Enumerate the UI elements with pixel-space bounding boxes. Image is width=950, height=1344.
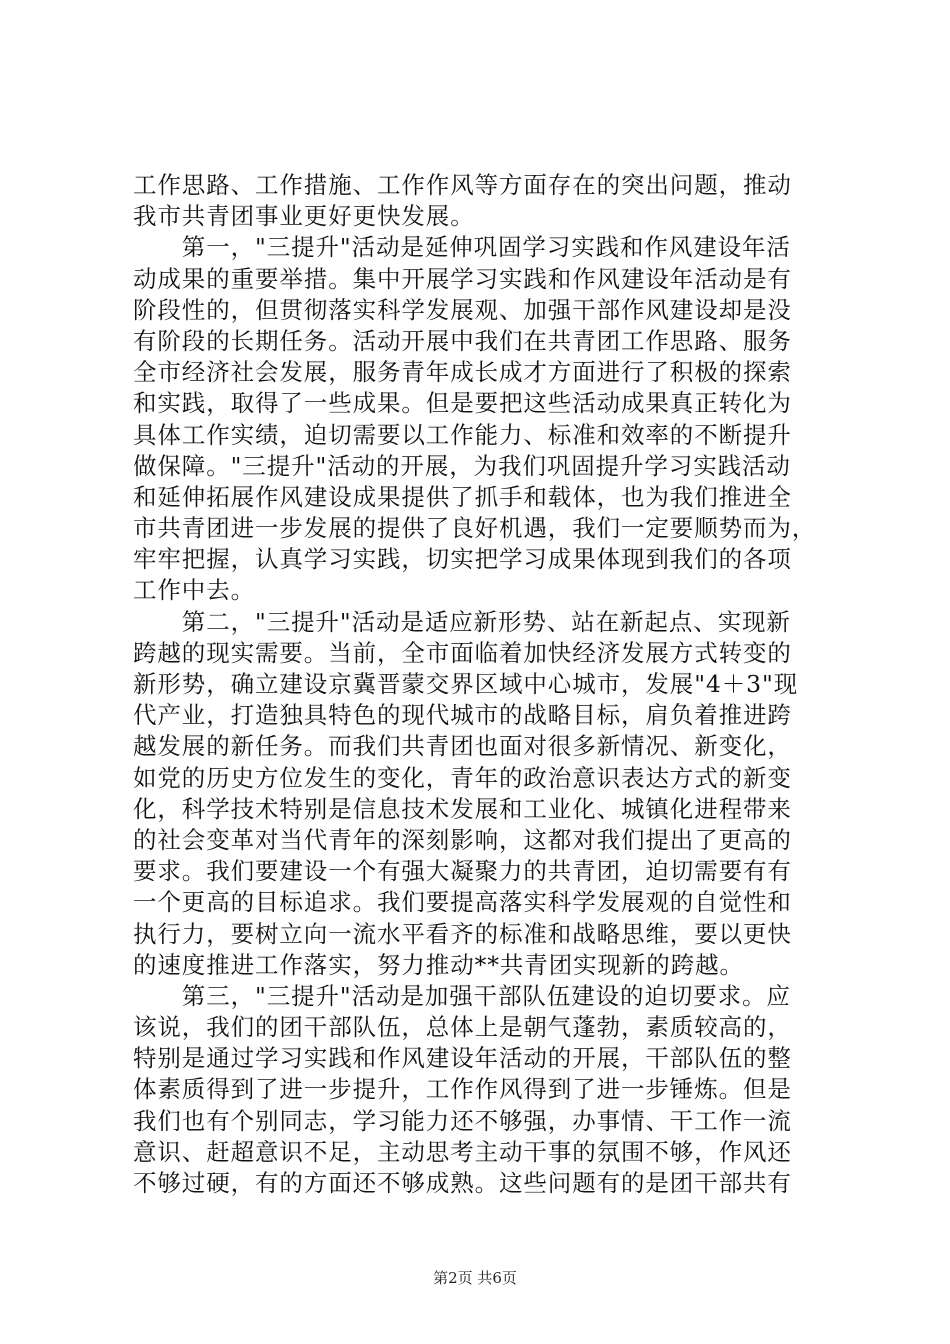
- body-text: [133, 170, 833, 1199]
- text-line: 特别是通过学习实践和作风建设年活动的开展，干部队伍的整: [133, 1044, 792, 1073]
- text-line: 化，科学技术特别是信息技术发展和工业化、城镇化进程带来: [133, 794, 792, 823]
- text-line: 和实践，取得了一些成果。但是要把这些活动成果真正转化为: [133, 389, 792, 418]
- text-line: 体素质得到了进一步提升，工作作风得到了进一步锤炼。但是: [133, 1075, 792, 1104]
- text-line: 该说，我们的团干部队伍，总体上是朝气蓬勃，素质较高的，: [133, 1013, 792, 1042]
- text-line: 不够过硬，有的方面还不够成熟。这些问题有的是团干部共有: [133, 1169, 792, 1197]
- text-line: 要求。我们要建设一个有强大凝聚力的共青团，迫切需要有有: [133, 857, 792, 886]
- text-line: 第二，"三提升"活动是适应新形势、站在新起点、实现新: [133, 607, 791, 636]
- text-line: 阶段性的，但贯彻落实科学发展观、加强干部作风建设却是没: [133, 295, 792, 324]
- text-line: 代产业，打造独具特色的现代城市的战略目标，肩负着推进跨: [133, 701, 792, 730]
- text-line: 第三，"三提升"活动是加强干部队伍建设的迫切要求。应: [133, 981, 791, 1010]
- text-line: 意识、赶超意识不足，主动思考主动干事的氛围不够，作风还: [133, 1137, 792, 1166]
- text-line: 全市经济社会发展，服务青年成长成才方面进行了积极的探索: [133, 358, 792, 387]
- text-line: 动成果的重要举措。集中开展学习实践和作风建设年活动是有: [133, 264, 792, 293]
- text-line: 的社会变革对当代青年的深刻影响，这都对我们提出了更高的: [133, 825, 792, 854]
- text-line: 牢牢把握，认真学习实践，切实把学习成果体现到我们的各项: [133, 545, 792, 574]
- text-line: 的速度推进工作落实，努力推动**共青团实现新的跨越。: [133, 950, 744, 979]
- text-line: 工作思路、工作措施、工作作风等方面存在的突出问题，推动: [133, 171, 792, 199]
- text-line: 跨越的现实需要。当前，全市面临着加快经济发展方式转变的: [133, 638, 792, 667]
- text-line: 我们也有个别同志，学习能力还不够强，办事情、干工作一流: [133, 1106, 792, 1135]
- text-line: 新形势，确立建设京冀晋蒙交界区域中心城市，发展"4＋3"现: [133, 670, 799, 698]
- text-line: 我市共青团事业更好更快发展。: [133, 202, 475, 231]
- text-line: 市共青团进一步发展的提供了良好机遇，我们一定要顺势而为，: [133, 514, 817, 543]
- text-line: 一个更高的目标追求。我们要提高落实科学发展观的自觉性和: [133, 888, 792, 917]
- text-line: 有阶段的长期任务。活动开展中我们在共青团工作思路、服务: [133, 326, 792, 355]
- text-line: 做保障。"三提升"活动的开展，为我们巩固提升学习实践活动: [133, 451, 791, 480]
- text-line: 执行力，要树立向一流水平看齐的标准和战略思维，要以更快: [133, 919, 792, 948]
- text-line: 越发展的新任务。而我们共青团也面对很多新情况、新变化，: [133, 732, 792, 761]
- text-line: 和延伸拓展作风建设成果提供了抓手和载体，也为我们推进全: [133, 482, 792, 511]
- text-line: 工作中去。: [133, 576, 255, 605]
- text-line: 第一，"三提升"活动是延伸巩固学习实践和作风建设年活: [133, 233, 791, 262]
- text-line: 如党的历史方位发生的变化，青年的政治意识表达方式的新变: [133, 763, 792, 792]
- page-footer: 第2页 共6页: [433, 1269, 517, 1287]
- text-line: 具体工作实绩，迫切需要以工作能力、标准和效率的不断提升: [133, 420, 792, 449]
